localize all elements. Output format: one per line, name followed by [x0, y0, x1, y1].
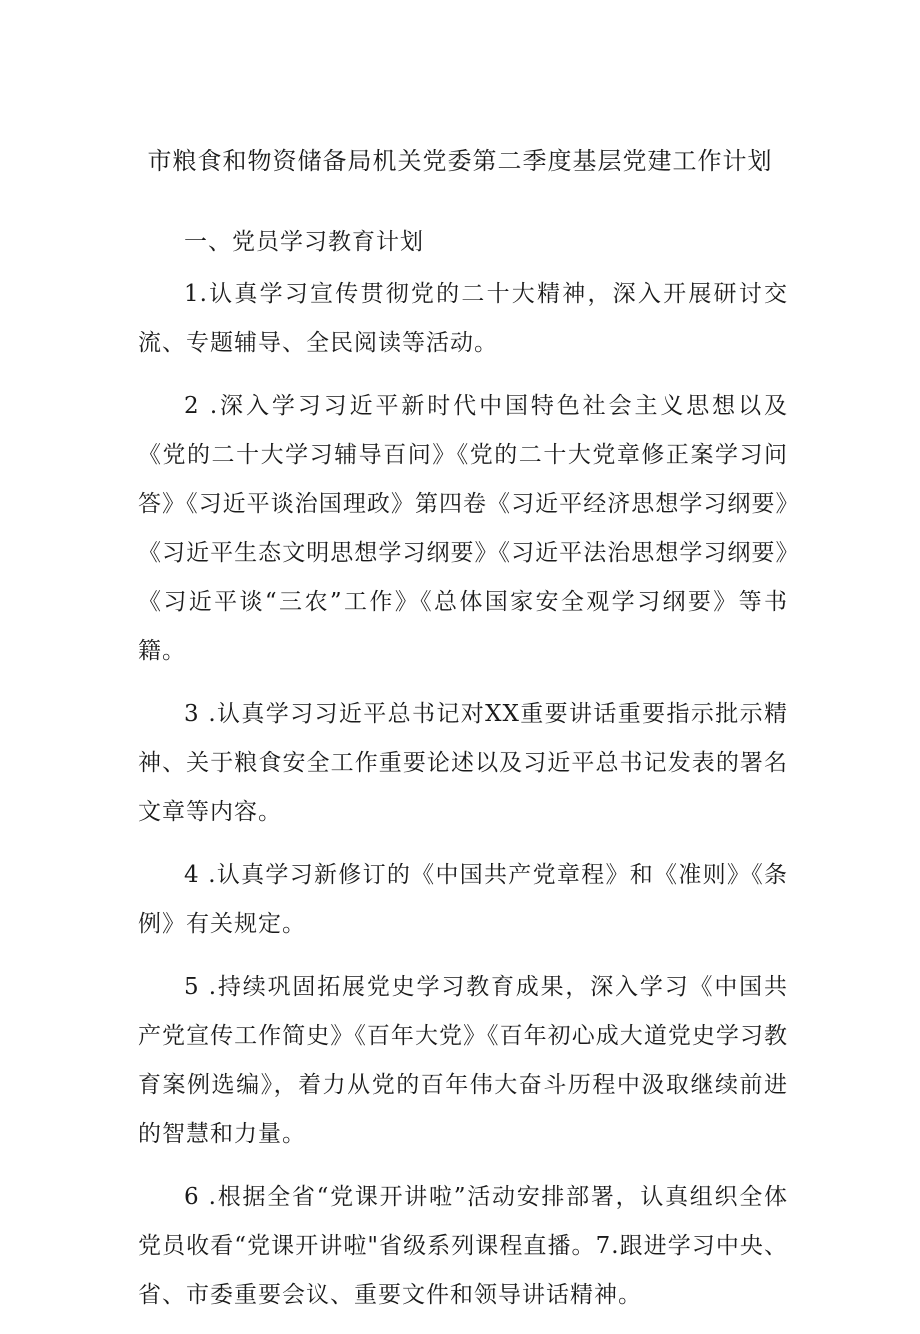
paragraph-1: 1.认真学习宣传贯彻党的二十大精神，深入开展研讨交流、专题辅导、全民阅读等活动。 [138, 281, 788, 356]
paragraph-3: 3 .认真学习习近平总书记对XX重要讲话重要指示批示精神、关于粮食安全工作重要论述以及习近平总书记发表的署名文章等内容。 [138, 701, 788, 825]
document-title: 市粮食和物资储备局机关党委第二季度基层党建工作计划 [147, 147, 773, 175]
section-heading: 一、党员学习教育计划 [184, 229, 424, 255]
paragraph-4: 4 .认真学习新修订的《中国共产党章程》和《准则》《条例》有关规定。 [138, 862, 788, 937]
paragraph-5: 5 .持续巩固拓展党史学习教育成果，深入学习《中国共产党宣传工作简史》《百年大党》《百年初心成大道党史学习教育案例选编》，着力从党的百年伟大奋斗历程中汲取继续前进的智慧和力量。 [138, 974, 788, 1147]
paragraph-2: 2 .深入学习习近平新时代中国特色社会主义思想以及《党的二十大学习辅导百问》《党的二十大党章修正案学习问答》《习近平谈治国理政》第四卷《习近平经济思想学习纲要》《习近平生态文明思想学习纲要》《习近平法治思想学习纲要》《习近平谈“三农”工作》《总体国家安全观学习纲要》等书籍。 [138, 393, 788, 664]
document-body [138, 220, 788, 1334]
paragraph-6: 6 .根据全省“党课开讲啦”活动安排部署，认真组织全体党员收看“党课开讲啦"省级系列课程直播。7.跟进学习中央、省、市委重要会议、重要文件和领导讲话精神。 [138, 1184, 788, 1308]
